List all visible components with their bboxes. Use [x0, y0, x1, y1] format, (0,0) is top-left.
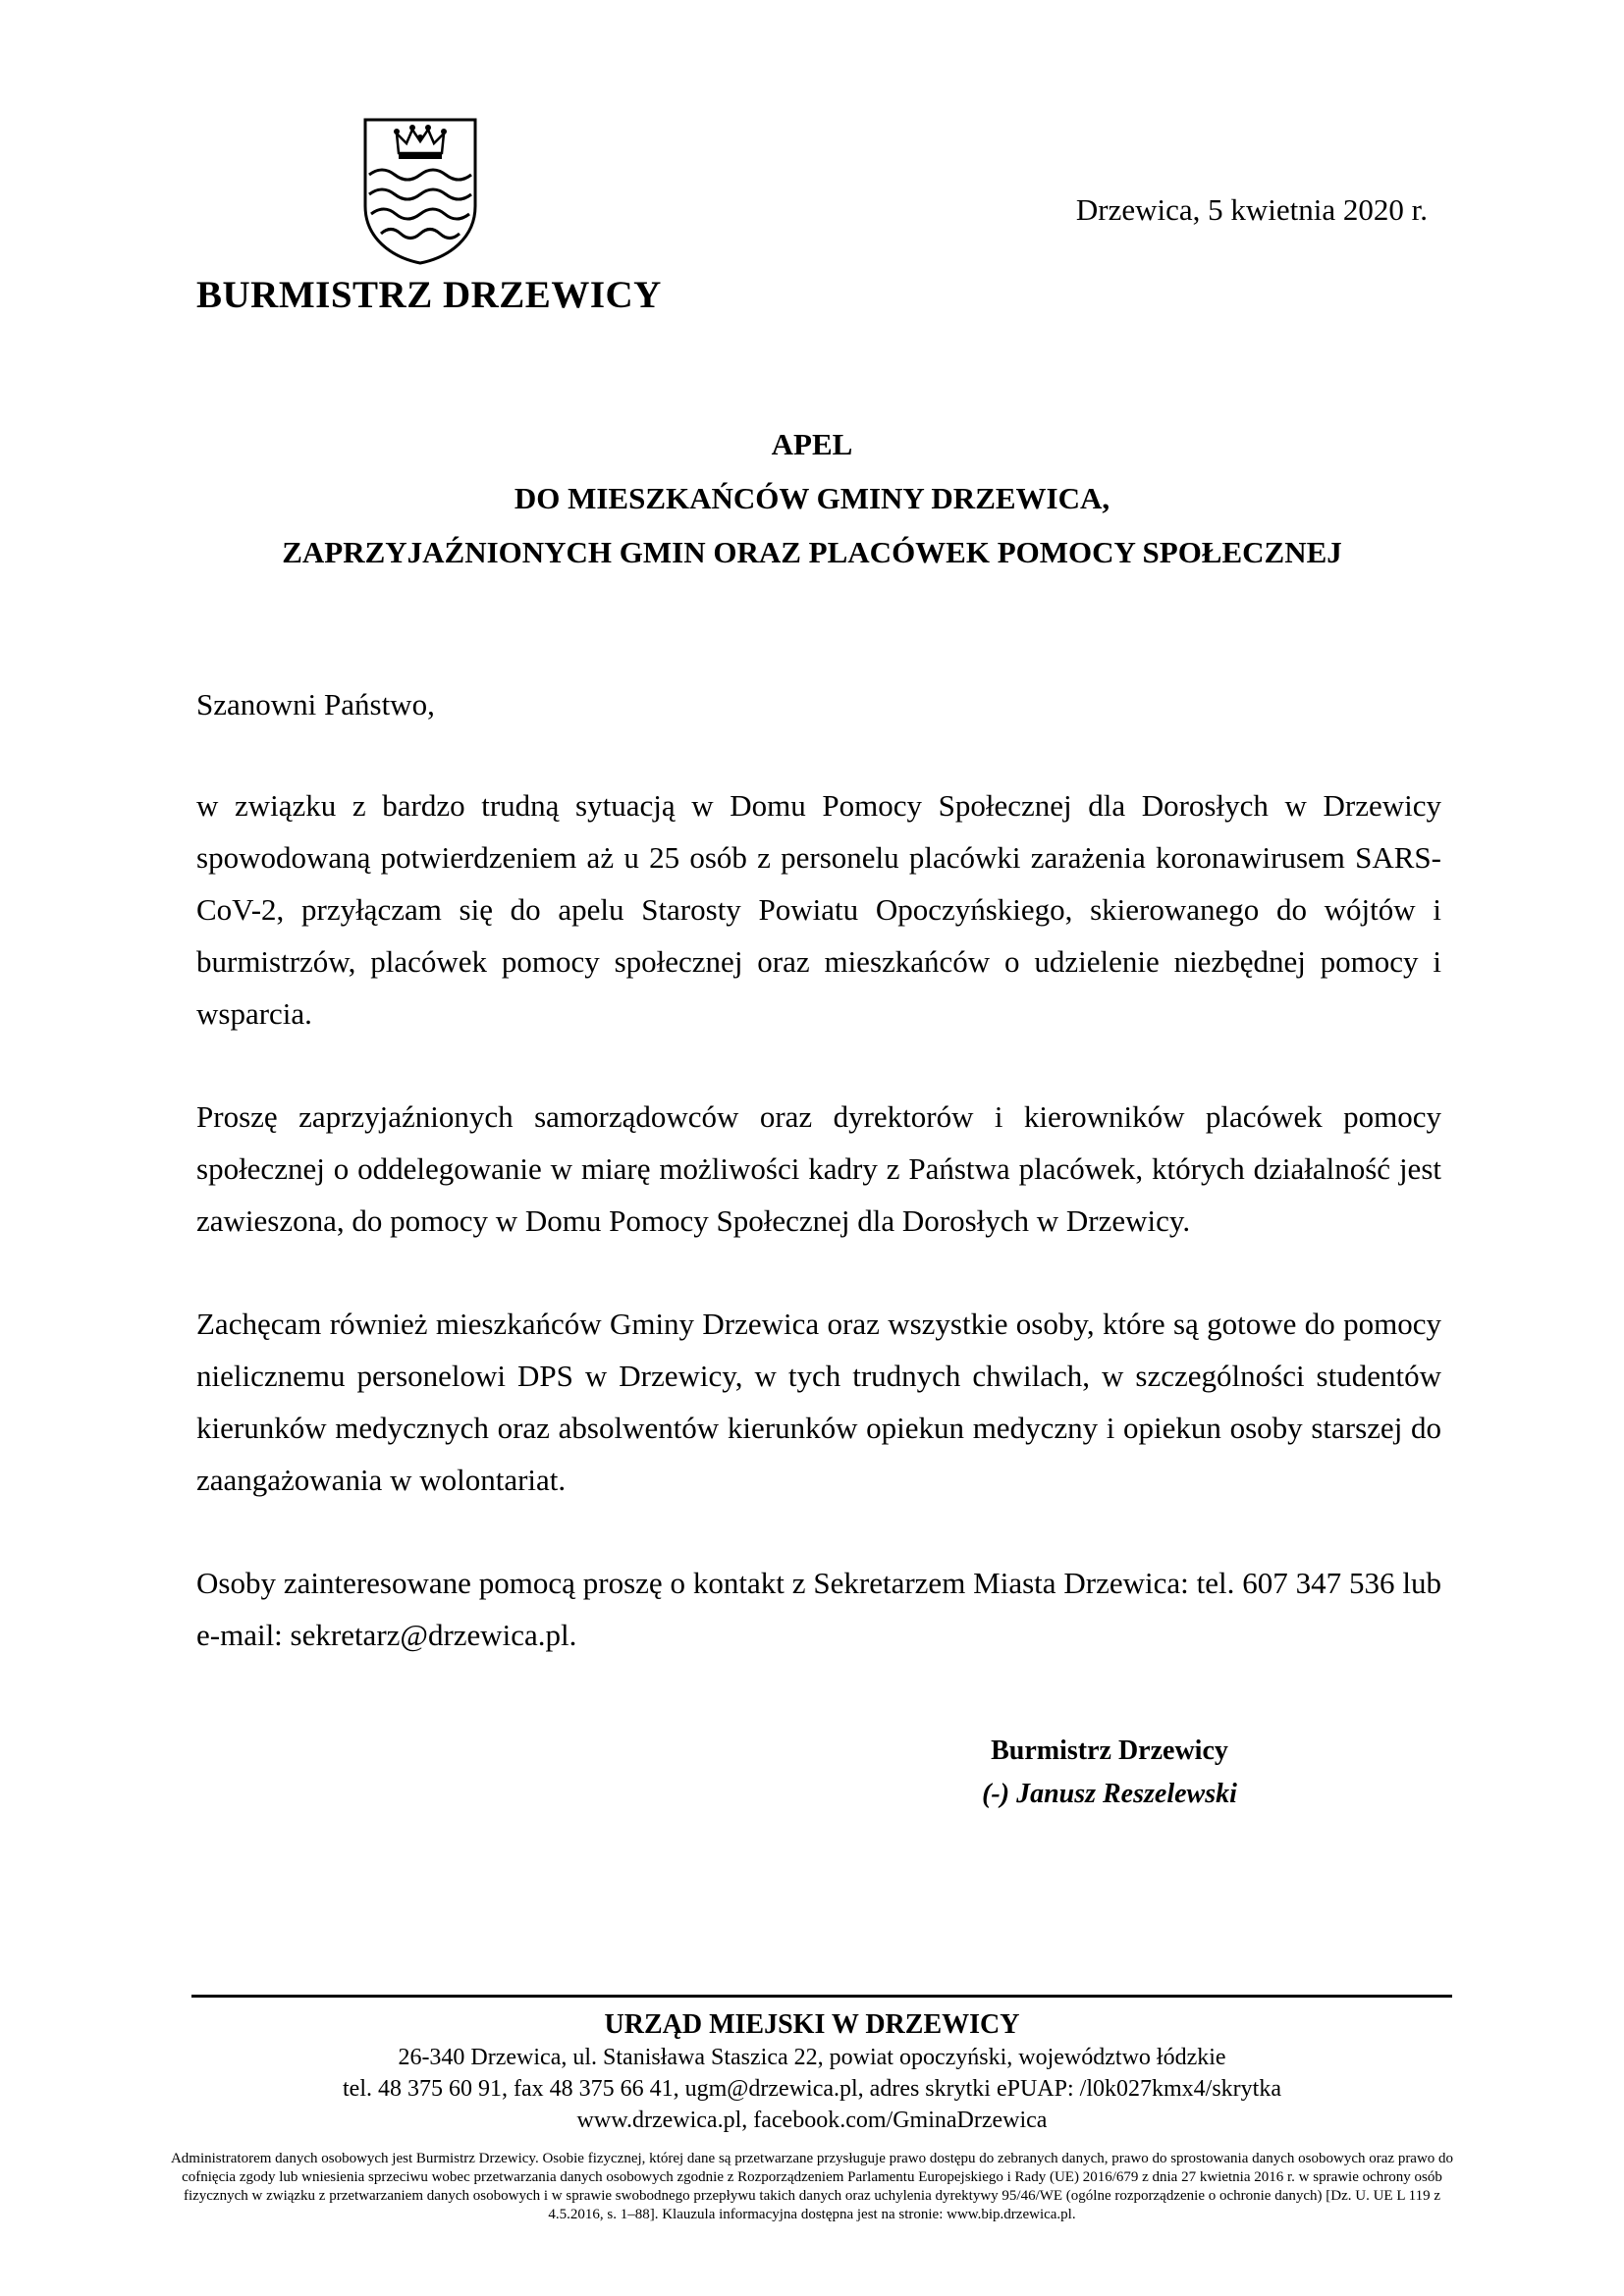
- footer-privacy-note: Administratorem danych osobowych jest Burmistrz Drzewicy. Osobie fizycznej, której dane są przetwarzane przysługuje prawo dostępu do zebranych danych, prawo do sprostowania danych osobowych oraz prawo do cofnięcia zgody lub wniesienia sprzeciwu wobec przetwarzania danych osobowych zgodnie z Rozporządzeniem Parlamentu Europejskiego i Rady (UE) 2016/679 z dnia 27 kwietnia 2016 r. w sprawie ochrony osób fizycznych w związku z przetwarzaniem danych osobowych i w sprawie swobodnego przepływu takich danych oraz uchylenia dyrektywy 95/46/WE (ogólne rozporządzenie o ochronie danych) [Dz. U. UE L 119 z 4.5.2016, s. 1–88]. Klauzula informacyjna dostępna jest na stronie: www.bip.drzewica.pl.: [170, 2151, 1454, 2222]
- footer-contact: tel. 48 375 60 91, fax 48 375 66 41, ugm@drzewica.pl, adres skrytki ePUAP: /l0k027kmx4/skrytka: [343, 2076, 1281, 2102]
- signature-name: (-) Janusz Reszelewski: [982, 1779, 1237, 1809]
- paragraph-1: w związku z bardzo trudną sytuacją w Domu Pomocy Społecznej dla Dorosłych w Drzewicy spowodowaną potwierdzeniem aż u 25 osób z personelu placówki zarażenia koronawirusem SARS-CoV-2, przyłączam się do apelu Starosty Powiatu Opoczyńskiego, skierowanego do wójtów i burmistrzów, placówek pomocy społecznej oraz mieszkańców o udzielenie niezbędnej pomocy i wsparcia.: [196, 788, 1441, 1031]
- title-line-1: APEL: [771, 427, 853, 461]
- letter-body: [196, 687, 1441, 1712]
- document-title: [0, 417, 1624, 579]
- title-line-3: ZAPRZYJAŹNIONYCH GMIN ORAZ PLACÓWEK POMOCY SPOŁECZNEJ: [282, 535, 1342, 569]
- salutation: Szanowni Państwo,: [196, 687, 435, 721]
- paragraph-3: Zachęcam również mieszkańców Gminy Drzewica oraz wszystkie osoby, które są gotowe do pomocy nielicznemu personelowi DPS w Drzewicy, w tych trudnych chwilach, w szczególności studentów kierunków medycznych oraz absolwentów kierunków opiekun medyczny i opiekun osoby starszej do zaangażowania w wolontariat.: [196, 1307, 1441, 1497]
- paragraph-4: Osoby zainteresowane pomocą proszę o kontakt z Sekretarzem Miasta Drzewica: tel. 607 347 536 lub e-mail: sekretarz@drzewica.pl.: [196, 1566, 1441, 1652]
- footer-web: www.drzewica.pl, facebook.com/GminaDrzewica: [576, 2108, 1048, 2133]
- letterhead-footer: [157, 2008, 1467, 2224]
- footer-divider: [191, 1995, 1452, 1998]
- town-crest-icon: [361, 116, 479, 265]
- paragraph-2: Proszę zaprzyjaźnionych samorządowców oraz dyrektorów i kierowników placówek pomocy społecznej o oddelegowanie w miarę możliwości kadry z Państwa placówek, których działalność jest zawieszona, do pomocy w Domu Pomocy Społecznej dla Dorosłych w Drzewicy.: [196, 1099, 1441, 1238]
- issuing-authority: BURMISTRZ DRZEWICY: [196, 274, 662, 316]
- document-date: Drzewica, 5 kwietnia 2020 r.: [1075, 192, 1428, 227]
- footer-address: 26-340 Drzewica, ul. Stanisława Staszica 22, powiat opoczyński, województwo łódzkie: [398, 2045, 1226, 2070]
- title-line-2: DO MIESZKAŃCÓW GMINY DRZEWICA,: [514, 481, 1110, 515]
- signature-role: Burmistrz Drzewicy: [991, 1735, 1228, 1766]
- footer-office-name: URZĄD MIEJSKI W DRZEWICY: [604, 2009, 1020, 2040]
- signature-block: [943, 1730, 1276, 1816]
